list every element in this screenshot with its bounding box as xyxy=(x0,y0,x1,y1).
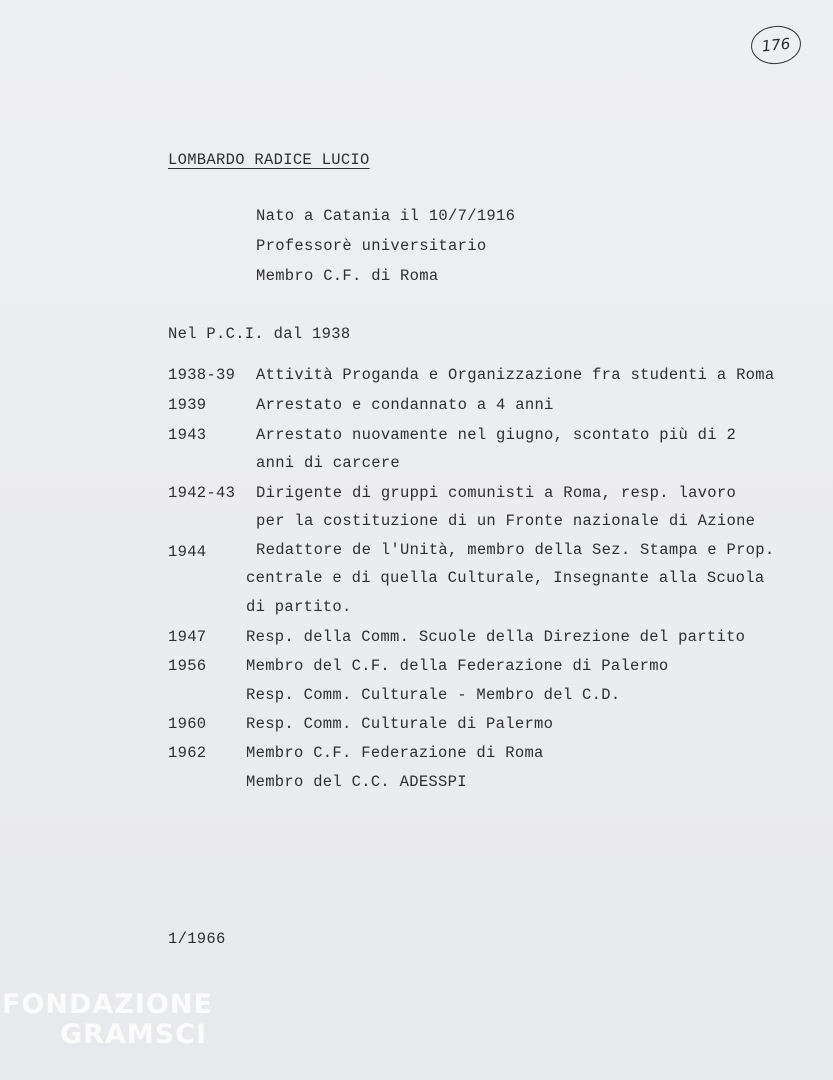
timeline-entry: Resp. della Comm. Scuole della Direzione del partito xyxy=(246,628,746,646)
timeline-year: 1938-39 xyxy=(168,366,236,384)
timeline-year: 1943 xyxy=(168,426,207,444)
timeline-entry: per la costituzione di un Fronte nazionale di Azione xyxy=(256,512,756,530)
timeline-year: 1942-43 xyxy=(168,484,236,502)
timeline-entry: Arrestato e condannato a 4 anni xyxy=(256,396,554,414)
timeline-entry: Membro C.F. Federazione di Roma xyxy=(246,744,544,762)
info-birth: Nato a Catania il 10/7/1916 xyxy=(256,207,516,225)
timeline-entry: centrale e di quella Culturale, Insegnante alla Scuola xyxy=(246,569,765,587)
timeline-year: 1939 xyxy=(168,396,207,414)
timeline-entry: Dirigente di gruppi comunisti a Roma, resp. lavoro xyxy=(256,484,737,502)
timeline-year: 1956 xyxy=(168,657,207,675)
info-profession: Professorè universitario xyxy=(256,237,487,255)
timeline-year: 1962 xyxy=(168,744,207,762)
fondazione-gramsci-watermark xyxy=(2,990,212,1050)
timeline-year: 1947 xyxy=(168,628,207,646)
watermark-line-1: FONDAZIONE xyxy=(2,989,213,1020)
timeline-entry: Membro del C.C. ADESSPI xyxy=(246,773,467,791)
timeline-entry: anni di carcere xyxy=(256,454,401,472)
watermark-line-2: GRAMSCI xyxy=(60,1019,208,1050)
timeline-entry: di partito. xyxy=(246,598,352,616)
info-membership: Membro C.F. di Roma xyxy=(256,267,439,285)
timeline-entry: Resp. Comm. Culturale - Membro del C.D. xyxy=(246,686,621,704)
timeline-year: 1960 xyxy=(168,715,207,733)
party-since: Nel P.C.I. dal 1938 xyxy=(168,325,351,343)
timeline-entry: Resp. Comm. Culturale di Palermo xyxy=(246,715,554,733)
timeline-year: 1944 xyxy=(168,543,207,561)
document-date: 1/1966 xyxy=(168,930,226,948)
timeline-entry: Attività Proganda e Organizzazione fra studenti a Roma xyxy=(256,366,775,384)
timeline-entry: Arrestato nuovamente nel giugno, scontato più di 2 xyxy=(256,426,737,444)
page-number-stamp: 176 xyxy=(749,23,803,66)
document-title: LOMBARDO RADICE LUCIO xyxy=(168,151,370,169)
timeline-entry: Redattore de l'Unità, membro della Sez. Stampa e Prop. xyxy=(256,541,775,559)
timeline-entry: Membro del C.F. della Federazione di Palermo xyxy=(246,657,669,675)
